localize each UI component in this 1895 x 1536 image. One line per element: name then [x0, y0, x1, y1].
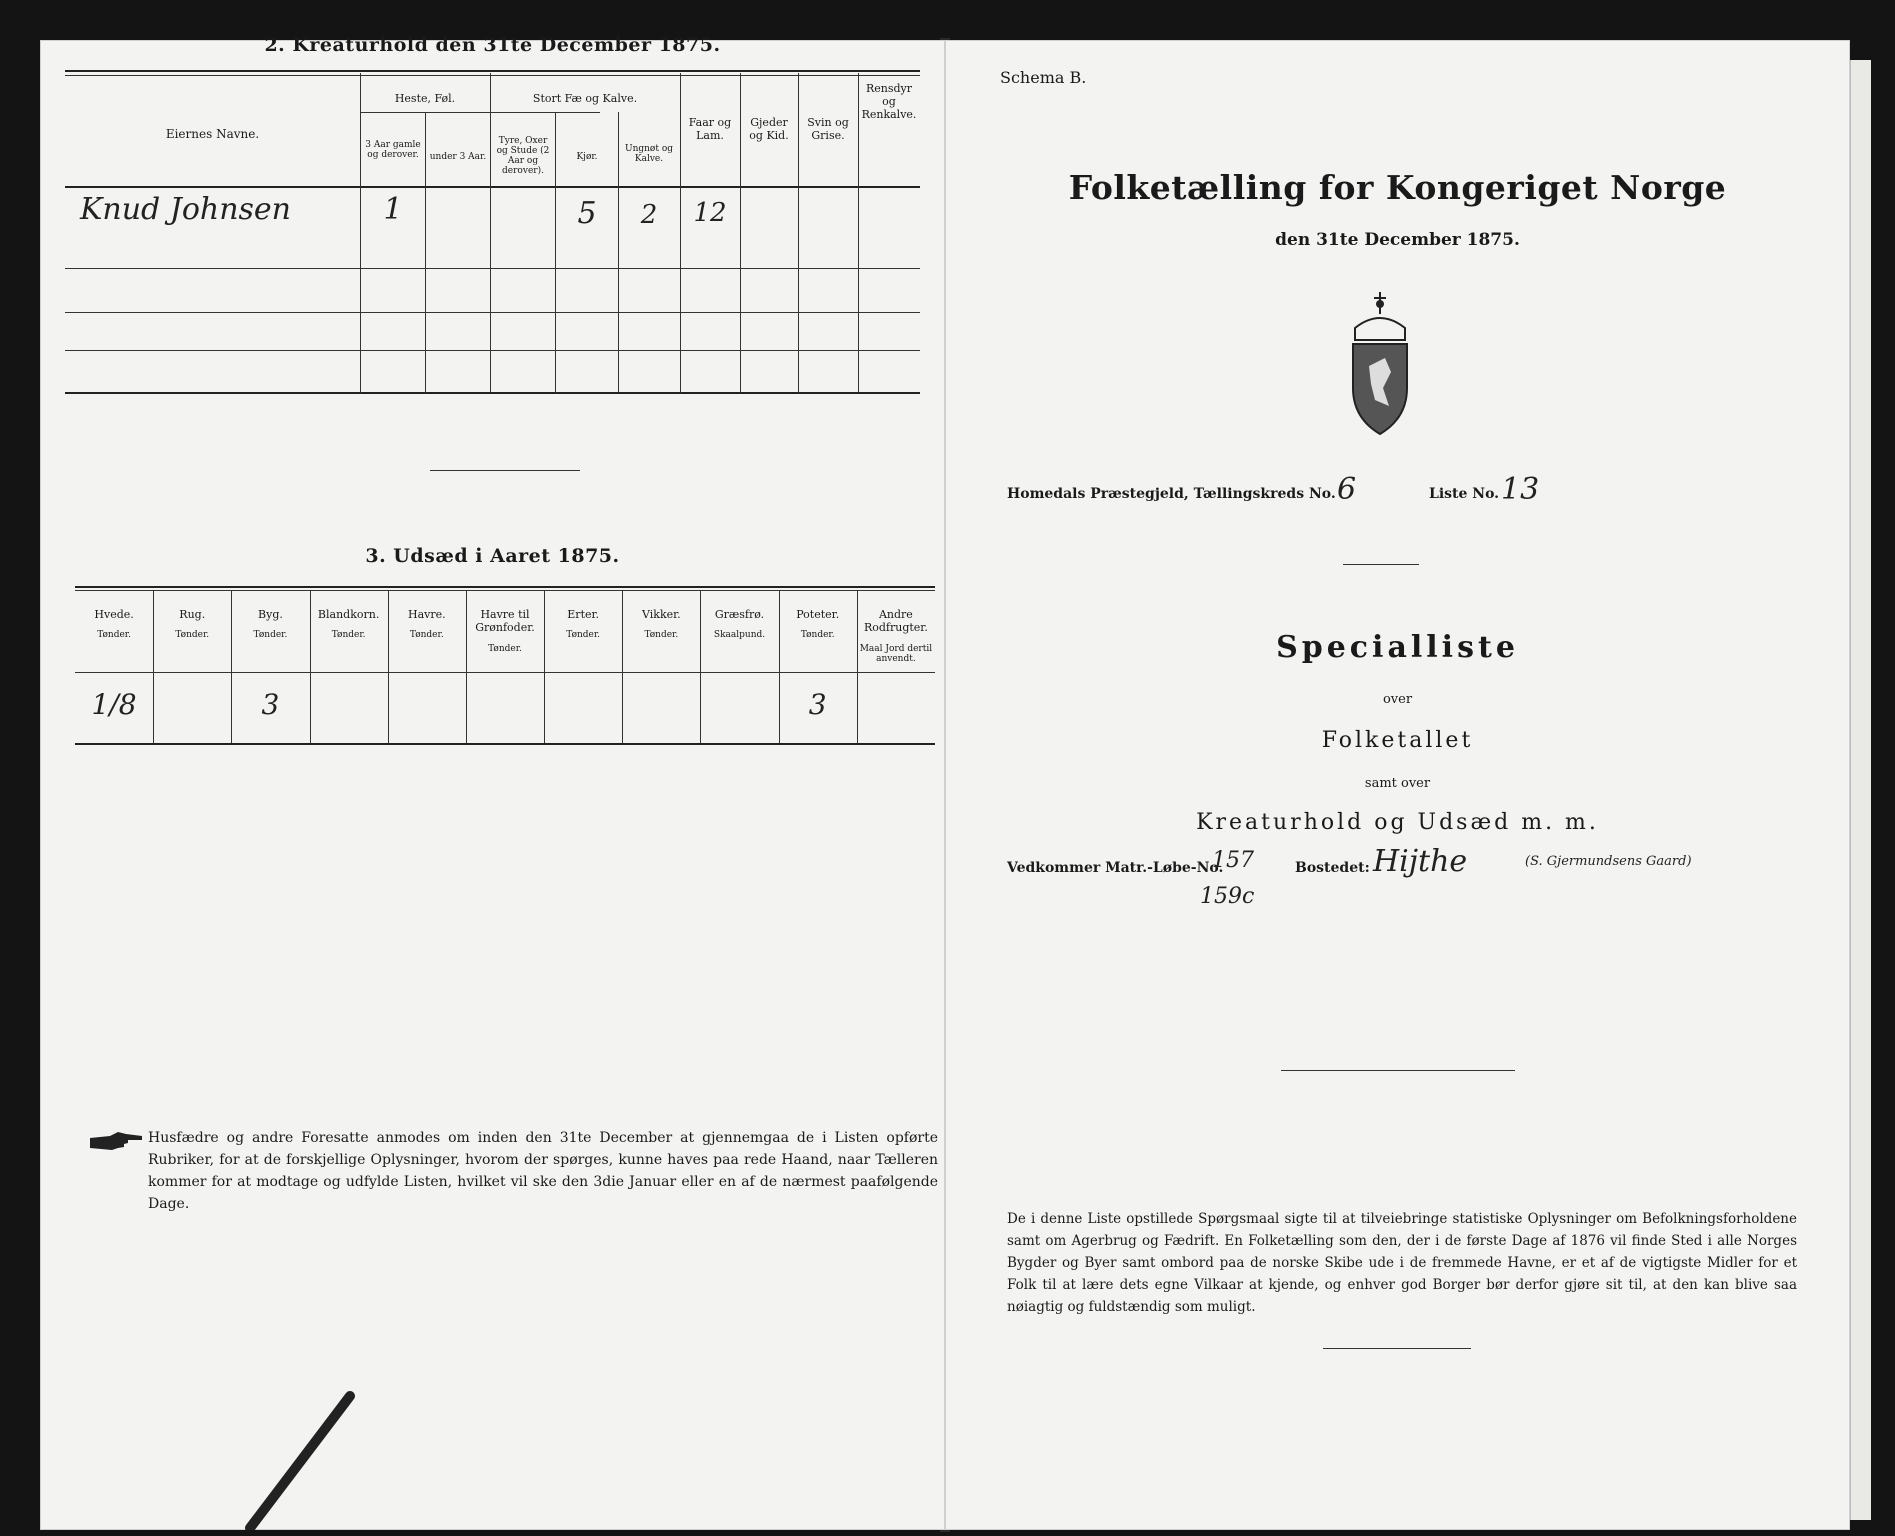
col-divider	[310, 590, 311, 743]
young-cattle-header: Ungnøt og Kalve.	[624, 144, 673, 164]
col-divider	[740, 73, 741, 393]
parish-label: Homedals Præstegjeld, Tællingskreds No.	[1007, 486, 1336, 502]
census-date: den 31te December 1875.	[1275, 230, 1520, 250]
col-divider	[466, 590, 467, 743]
col-divider	[618, 112, 619, 393]
cattle-group-header: Stort Fæ og Kalve.	[532, 92, 638, 105]
seed-col-unit: Tønder.	[175, 630, 210, 640]
matr-number-1: 157	[1212, 848, 1254, 873]
seed-col-name: Vikker.	[642, 608, 681, 621]
sheep-value: 12	[693, 198, 727, 228]
pigs-header: Svin og Grise.	[807, 116, 849, 142]
seed-col-name: Rug.	[179, 608, 206, 621]
owner-name: Knud Johnsen	[80, 192, 291, 227]
horses-old-header: 3 Aar gamle og derover.	[365, 140, 421, 160]
col-divider	[544, 590, 545, 743]
page-edge	[1850, 60, 1871, 1520]
col-divider	[555, 112, 556, 393]
seed-value: 3	[261, 688, 280, 721]
cows-header: Kjør.	[576, 152, 598, 162]
table-rule	[65, 70, 920, 72]
table-rule	[65, 392, 920, 394]
col-divider	[425, 112, 426, 393]
separator-line	[1281, 1070, 1515, 1071]
seed-col-unit: Maal Jord dertil anvendt.	[859, 644, 933, 664]
table-rule	[360, 112, 600, 113]
matr-number-2: 159c	[1200, 884, 1255, 909]
table-rule	[75, 672, 935, 673]
bulls-header: Tyre, Oxer og Stude (2 Aar og derover).	[496, 136, 550, 176]
goats-header: Gjeder og Kid.	[749, 116, 789, 142]
reindeer-header: Rensdyr og Renkalve.	[861, 82, 917, 121]
seed-value: 1/8	[91, 688, 137, 721]
bosted-value: Hijthe	[1373, 844, 1468, 879]
horses-young-header: under 3 Aar.	[429, 152, 487, 162]
seed-col-name: Blandkorn.	[317, 608, 380, 621]
col-divider	[700, 590, 701, 743]
col-divider	[153, 590, 154, 743]
young-cattle-value: 2	[640, 200, 658, 230]
table-rule	[75, 743, 935, 745]
table-rule	[65, 75, 920, 76]
cows-value: 5	[577, 196, 597, 231]
census-title: Folketælling for Kongeriget Norge	[1068, 168, 1727, 207]
seed-col-name: Andre Rodfrugter.	[863, 608, 928, 634]
seed-value: 3	[808, 688, 827, 721]
col-divider	[388, 590, 389, 743]
table-rule	[75, 586, 935, 588]
kreaturhold-word: Kreaturhold og Udsæd m. m.	[1196, 810, 1599, 835]
seed-col-name: Poteter.	[796, 608, 840, 621]
left-page	[40, 34, 945, 1530]
seed-col-name: Havre til Grønfoder.	[475, 608, 535, 634]
seed-col-unit: Skaalpund.	[713, 630, 766, 640]
bosted-label: Bostedet:	[1295, 860, 1370, 876]
footer-text: De i denne Liste opstillede Spørgsmaal sigte til at tilveiebringe statistiske Oplysninger om Befolkningsforholdene samt om Agerbrug og Fædrift. En Folketælling som den, der i de første Dage af 1876 vil finde Sted i alle Norges Bygder og Byer samt ombord paa de norske Skibe ude i de fremmede Havne, er et af de vigtigste Midler for et Folk til at lære dets egne Vilkaar at kjende, og enhver god Borger bør derfor gjøre sit til, at den kan blive saa nøiagtig og fuldstændig som muligt.	[1007, 1211, 1797, 1315]
sheep-header: Faar og Lam.	[688, 116, 732, 142]
col-divider	[360, 73, 361, 393]
seed-col-unit: Tønder.	[97, 630, 131, 640]
col-divider	[798, 73, 799, 393]
coat-of-arms	[1335, 288, 1425, 442]
seed-col-name: Hvede.	[94, 608, 134, 621]
separator-line	[430, 470, 580, 471]
seed-col-unit: Tønder.	[331, 630, 366, 640]
livestock-title: 2. Kreaturhold den 31te December 1875.	[264, 34, 721, 56]
horses-group-header: Heste, Føl.	[394, 92, 456, 105]
seed-col-unit: Tønder.	[566, 630, 601, 640]
col-divider	[857, 590, 858, 743]
separator-line	[1323, 1348, 1471, 1349]
col-divider	[490, 73, 491, 393]
seed-col-name: Byg.	[258, 608, 283, 621]
notice-text: Husfædre og andre Foresatte anmodes om inden den 31te December at gjennemgaa de i Listen opførte Rubriker, for at de forskjellige Oplysninger, hvorom der spørges, kunne haves paa rede Haand, naar Tælleren kommer for at modtage og udfylde Listen, hvilket vil ske den 3die Januar eller en af de nærmest paafølgende Dage.	[148, 1130, 938, 1212]
seed-col-name: Erter.	[567, 608, 600, 621]
table-rule	[65, 350, 920, 351]
table-rule	[65, 312, 920, 313]
seed-col-unit: Tønder.	[644, 630, 679, 640]
separator-line	[1343, 564, 1419, 565]
bosted-note: (S. Gjermundsens Gaard)	[1525, 854, 1692, 869]
col-divider	[858, 73, 859, 393]
col-divider	[622, 590, 623, 743]
table-rule	[65, 268, 920, 269]
over-word: over	[1382, 692, 1413, 707]
list-number: 13	[1501, 472, 1540, 507]
pen-shadow	[240, 1390, 360, 1534]
right-page	[945, 40, 1850, 1530]
schema-label: Schema B.	[1000, 68, 1087, 87]
table-rule	[75, 590, 935, 591]
seed-col-unit: Tønder.	[488, 644, 522, 654]
seed-col-unit: Tønder.	[409, 630, 444, 640]
district-number: 6	[1337, 472, 1357, 507]
special-title: Specialliste	[1276, 630, 1519, 665]
list-label: Liste No.	[1429, 486, 1500, 502]
seed-title: 3. Udsæd i Aaret 1875.	[365, 545, 620, 567]
table-rule	[65, 186, 920, 188]
col-divider	[680, 73, 681, 393]
seed-col-name: Havre.	[407, 608, 446, 621]
seed-col-unit: Tønder.	[800, 630, 835, 640]
seed-col-name: Græsfrø.	[714, 608, 765, 621]
horses-old-value: 1	[383, 192, 403, 227]
samt-over-word: samt over	[1364, 776, 1431, 791]
pointing-hand-icon	[88, 1130, 144, 1156]
owner-header: Eiernes Navne.	[165, 127, 260, 141]
folketallet-word: Folketallet	[1321, 728, 1474, 753]
matr-label: Vedkommer Matr.-Løbe-No.	[1007, 860, 1224, 876]
seed-col-unit: Tønder.	[253, 630, 288, 640]
